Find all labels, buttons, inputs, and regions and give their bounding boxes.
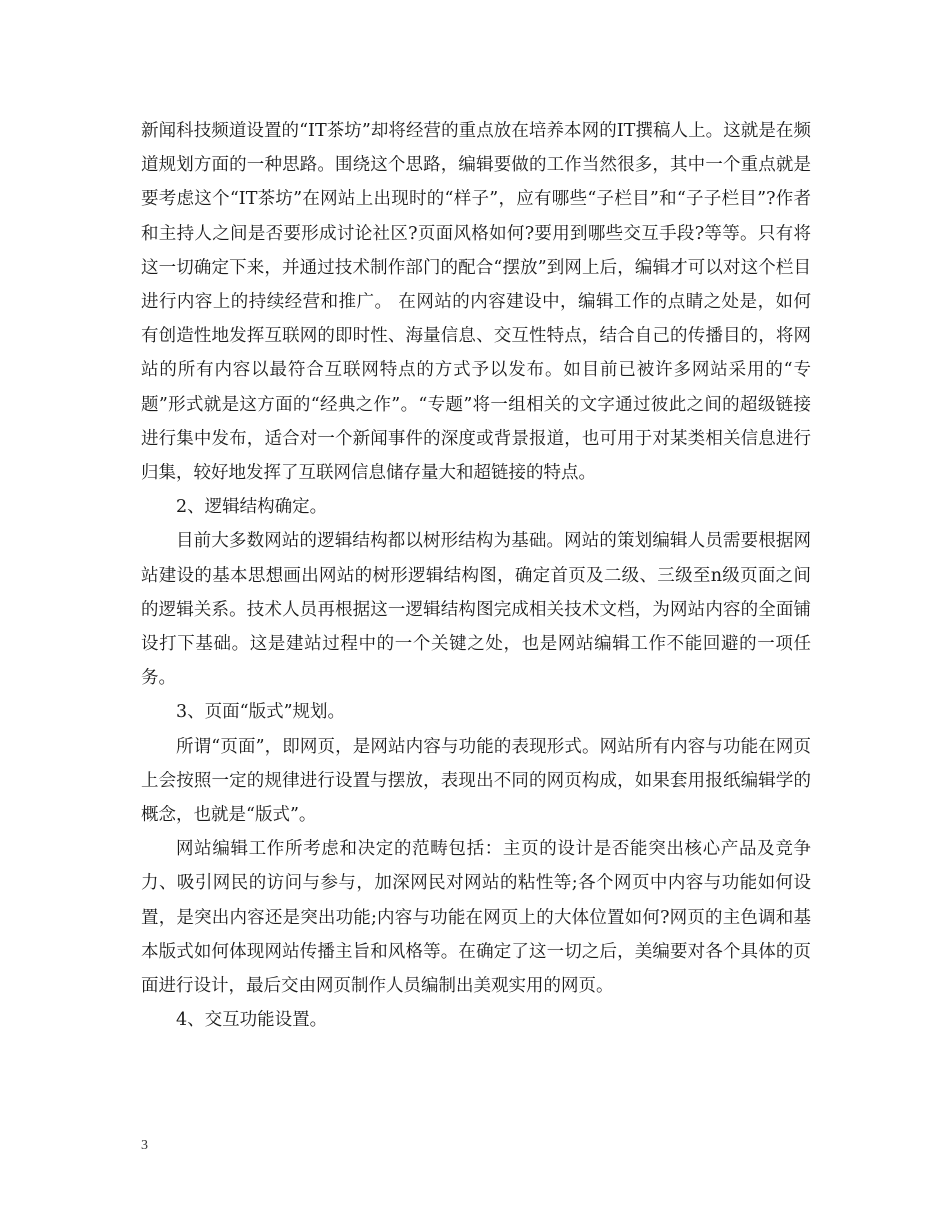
paragraph-continued: 新闻科技频道设置的“IT茶坊”却将经营的重点放在培养本网的IT撰稿人上。这就是在频道规划方面的一种思路。围绕这个思路，编辑要做的工作当然很多，其中一个重点就是要考虑这个“IT茶坊”在网站上出现时的“样子”，应有哪些“子栏目”和“子子栏目”?作者和主持人之间是否要形成讨论社区?页面风格如何?要用到哪些交互手段?等等。只有将这一切确定下来，并通过技术制作部门的配合“摆放”到网上后，编辑才可以对这个栏目进行内容上的持续经营和推广。 在网站的内容建设中，编辑工作的点睛之处是，如何有创造性地发挥互联网的即时性、海量信息、交互性特点，结合自己的传播目的，将网站的所有内容以最符合互联网特点的方式予以发布。如目前已被许多网站采用的“专题”形式就是这方面的“经典之作”。“专题”将一组相关的文字通过彼此之间的超级链接进行集中发布，适合对一个新闻事件的深度或背景报道，也可用于对某类相关信息进行归集，较好地发挥了互联网信息储存量大和超链接的特点。 [141, 121, 811, 484]
page-number: 3 [141, 1138, 148, 1153]
paragraph-page-definition: 所谓“页面”，即网页，是网站内容与功能的表现形式。网站所有内容与功能在网页上会按照一定的规律进行设置与摆放，表现出不同的网页构成，如果套用报纸编辑学的概念，也就是“版式”。 [141, 736, 811, 826]
document-body [141, 114, 811, 1037]
section-heading-logic-structure: 2、逻辑结构确定。 [176, 497, 328, 518]
section-heading-page-layout: 3、页面“版式”规划。 [176, 702, 346, 723]
paragraph-editing-scope: 网站编辑工作所考虑和决定的范畴包括：主页的设计是否能突出核心产品及竞争力、吸引网民的访问与参与，加深网民对网站的粘性等;各个网页中内容与功能如何设置，是突出内容还是突出功能;内容与功能在网页上的大体位置如何?网页的主色调和基本版式如何体现网站传播主旨和风格等。在确定了这一切之后，美编要对各个具体的页面进行设计，最后交由网页制作人员编制出美观实用的网页。 [141, 839, 811, 997]
paragraph-logic-structure: 目前大多数网站的逻辑结构都以树形结构为基础。网站的策划编辑人员需要根据网站建设的基本思想画出网站的树形逻辑结构图，确定首页及二级、三级至n级页面之间的逻辑关系。技术人员再根据这一逻辑结构图完成相关技术文档，为网站内容的全面铺设打下基础。这是建站过程中的一个关键之处，也是网站编辑工作不能回避的一项任务。 [141, 531, 811, 689]
section-heading-interaction: 4、交互功能设置。 [176, 1010, 328, 1031]
